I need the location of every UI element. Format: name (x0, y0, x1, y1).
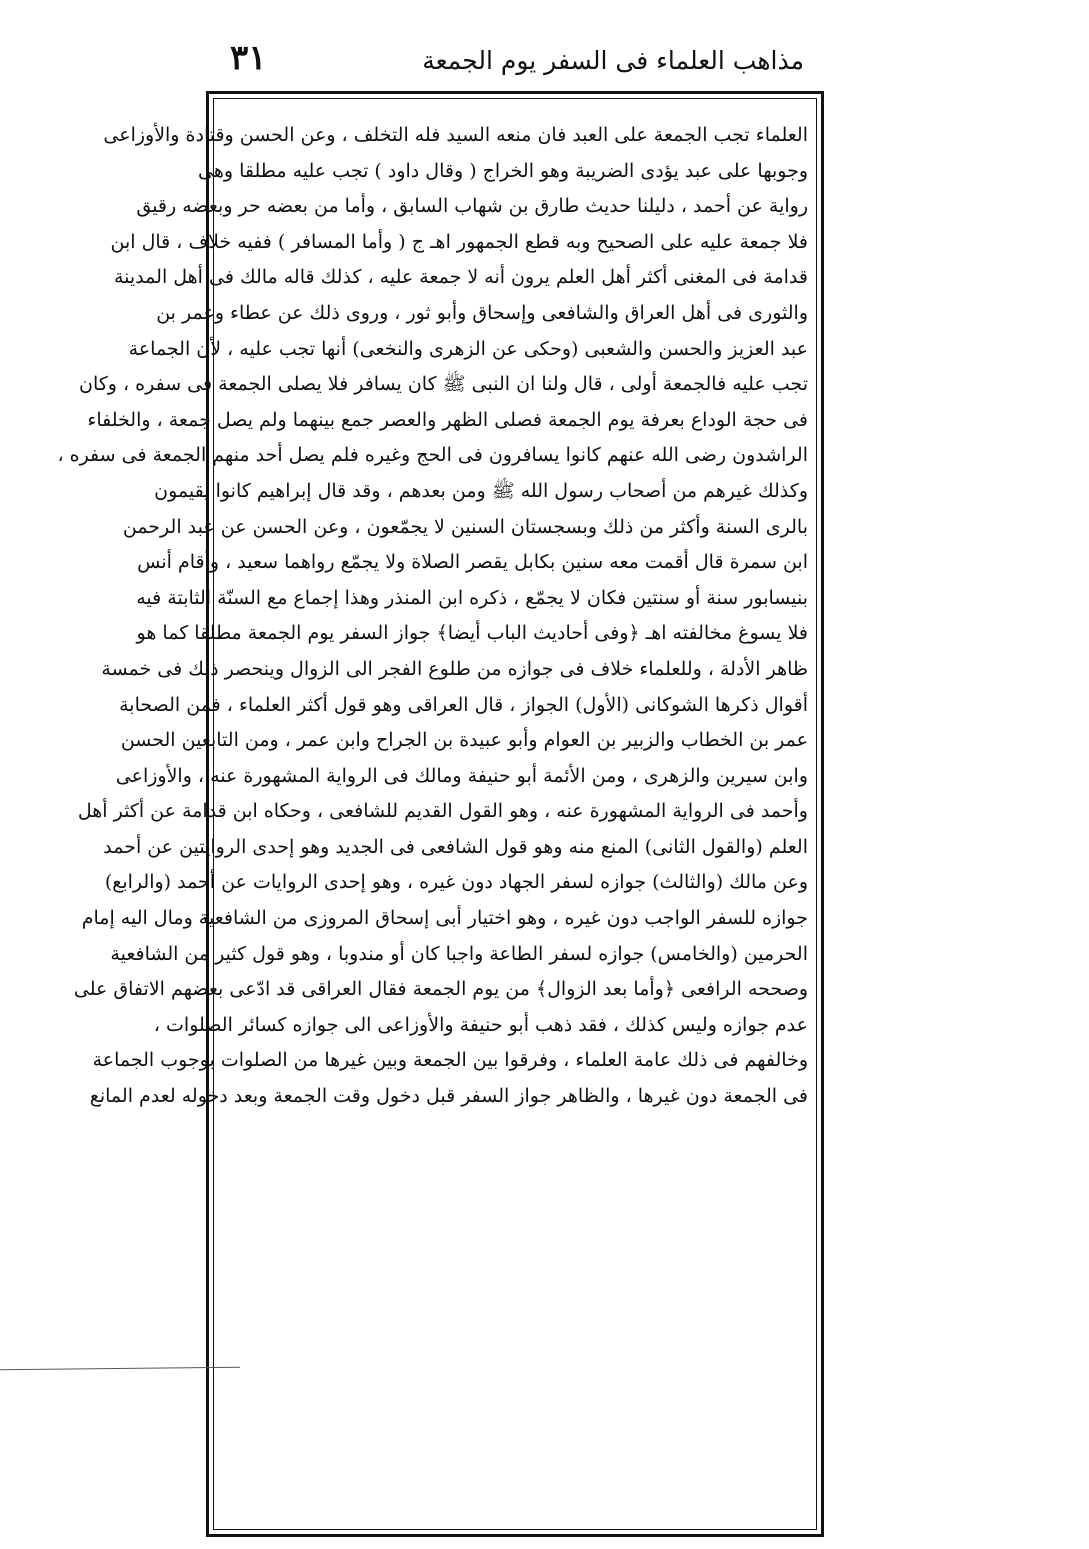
text-line: عدم جوازه وليس كذلك ، فقد ذهب أبو حنيفة والأوزاعى الى جوازه كسائر الصلوات ، (153, 1013, 808, 1036)
text-line: فلا يسوغ مخالفته اهـ ﴿وفى أحاديث الباب أيضا﴾ جواز السفر يوم الجمعة مطلقا كما هو (136, 622, 808, 645)
text-line: بنيسابور سنة أو سنتين فكان لا يجمّع ، ذكره ابن المنذر وهذا إجماع مع السنّة الثابتة فيه (136, 586, 808, 609)
text-line: وعن مالك (والثالث) جوازه لسفر الجهاد دون غيره ، وهو إحدى الروايات عن أحمد (والرابع) (104, 871, 808, 894)
text-line: فى حجة الوداع بعرفة يوم الجمعة فصلى الظهر والعصر جمع بينهما ولم يصل جمعة ، والخلفاء (87, 408, 808, 431)
text-line: قدامة فى المغنى أكثر أهل العلم يرون أنه لا جمعة عليه ، كذلك قاله مالك فى أهل المدينة (113, 266, 808, 289)
scan-stray-line (0, 1367, 240, 1371)
page-number: ٣١ (230, 38, 267, 78)
text-line: وصححه الرافعى ﴿وأما بعد الزوال﴾ من يوم الجمعة فقال العراقى قد ادّعى بعضهم الاتفاق على (73, 978, 808, 1001)
text-line: وأحمد فى الرواية المشهورة عنه ، وهو القول القديم للشافعى ، وحكاه ابن قدامة عن أكثر أهل (77, 800, 808, 823)
text-line: وابن سيرين والزهرى ، ومن الأئمة أبو حنيفة ومالك فى الرواية المشهورة عنه ، والأوزاعى (115, 764, 808, 787)
text-line: ظاهر الأدلة ، وللعلماء خلاف فى جوازه من طلوع الفجر الى الزوال وينحصر ذلك فى خمسة (101, 657, 808, 680)
text-line: عبد العزيز والحسن والشعبى (وحكى عن الزهرى والنخعى) أنها تجب عليه ، لأن الجماعة (128, 337, 808, 360)
text-line: وخالفهم فى ذلك عامة العلماء ، وفرقوا بين الجمعة وبين غيرها من الصلوات بوجوب الجماعة (92, 1049, 808, 1072)
body-text (57, 118, 808, 1115)
text-line: والثورى فى أهل العراق والشافعى وإسحاق وأبو ثور ، وروى ذلك عن عطاء وعمر بن (156, 301, 808, 324)
text-line: أقوال ذكرها الشوكانى (الأول) الجواز ، قال العراقى وهو قول أكثر العلماء ، فمن الصحابة (119, 693, 808, 716)
text-line: ابن سمرة قال أقمت معه سنين بكابل يقصر الصلاة ولا يجمّع رواهما سعيد ، وأقام أنس (137, 551, 808, 574)
running-title: مذاهب العلماء فى السفر يوم الجمعة (422, 46, 804, 75)
text-line: رواية عن أحمد ، دليلنا حديث طارق بن شهاب السابق ، وأما من بعضه حر وبعضه رقيق (136, 195, 808, 218)
text-line: تجب عليه فالجمعة أولى ، قال ولنا ان النبى ﷺ كان يسافر فلا يصلى الجمعة فى سفره ، وكان (78, 373, 808, 396)
text-line: فلا جمعة عليه على الصحيح وبه قطع الجمهور اهـ ج ( وأما المسافر ) ففيه خلاف ، قال ابن (110, 230, 808, 253)
text-line: العلماء تجب الجمعة على العبد فان منعه السيد فله التخلف ، وعن الحسن وقتادة والأوزاعى (103, 124, 808, 146)
text-line: الحرمين (والخامس) جوازه لسفر الطاعة واجبا كان أو مندوبا ، وهو قول كثير من الشافعية (110, 942, 808, 965)
text-line: الراشدون رضى الله عنهم كانوا يسافرون فى الحج وغيره فلم يصل أحد منهم الجمعة فى سفره ، (57, 444, 808, 467)
text-line: جوازه للسفر الواجب دون غيره ، وهو اختيار أبى إسحاق المروزى من الشافعية ومال اليه إمام (81, 907, 808, 930)
text-line: بالرى السنة وأكثر من ذلك وبسجستان السنين لا يجمّعون ، وعن الحسن عن عبد الرحمن (122, 515, 808, 538)
text-line: العلم (والقول الثانى) المنع منه وهو قول الشافعى فى الجديد وهو إحدى الروايتين عن أحمد (103, 835, 808, 858)
text-line: فى الجمعة دون غيرها ، والظاهر جواز السفر قبل دخول وقت الجمعة وبعد دخوله لعدم المانع (89, 1085, 808, 1108)
text-line: وجوبها على عبد يؤدى الضريبة وهو الخراج ( وقال داود ) تجب عليه مطلقا وهى (198, 159, 808, 182)
text-line: وكذلك غيرهم من أصحاب رسول الله ﷺ ومن بعدهم ، وقد قال إبراهيم كانوا يقيمون (154, 479, 808, 502)
page-header (212, 38, 824, 88)
text-line: عمر بن الخطاب والزبير بن العوام وأبو عبيدة بن الجراح وابن عمر ، ومن التابعين الحسن (120, 729, 808, 752)
